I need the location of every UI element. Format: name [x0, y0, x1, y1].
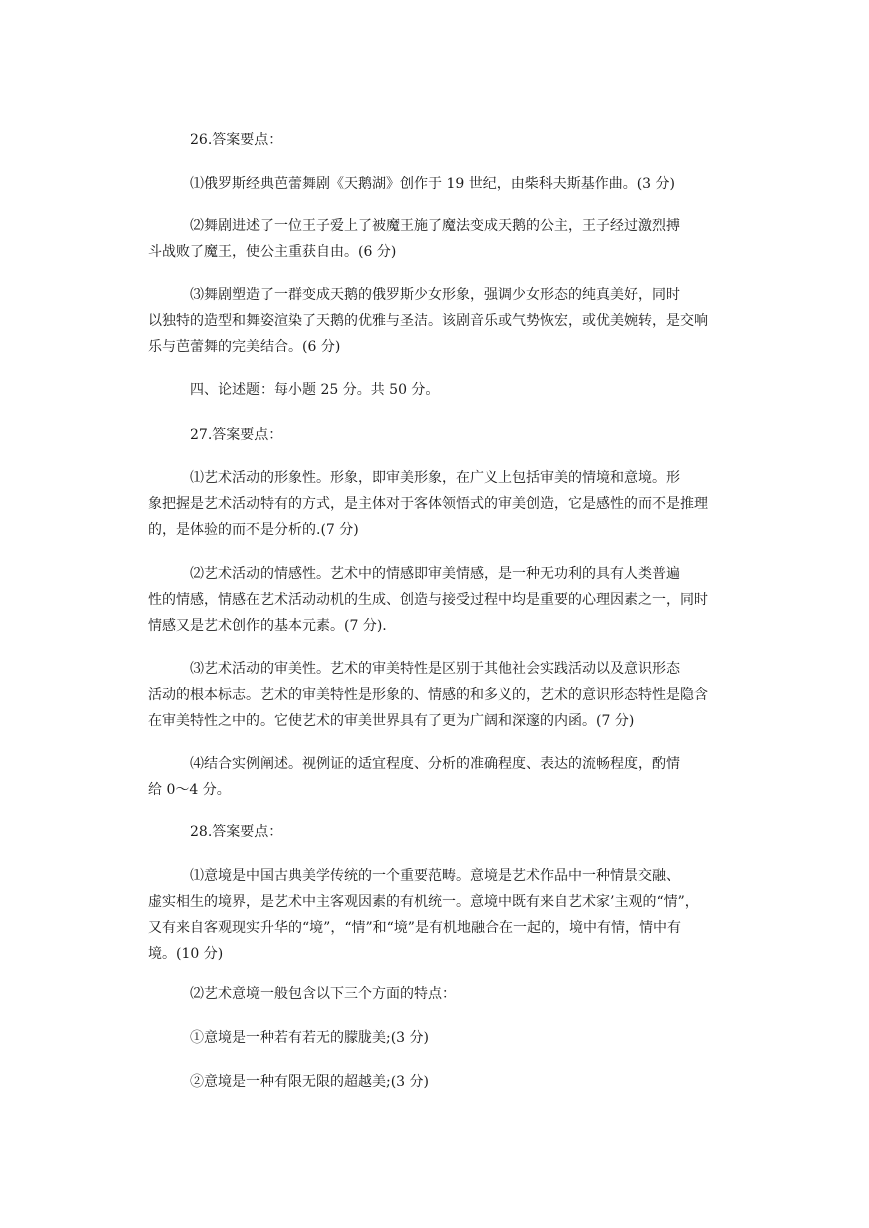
paragraph-q26-point2 — [148, 213, 744, 265]
paragraph-q27-point4 — [148, 751, 744, 803]
text-line: 性的情感，情感在艺术活动动机的生成、创造与接受过程中均是重要的心理因素之一，同时 — [148, 592, 708, 608]
text-line: 又有来自客观现实升华的“境”，“情”和“境”是有机地融合在一起的，境中有情，情中有 — [148, 920, 681, 936]
text-line: 情感又是艺术创作的基本元素。(7 分). — [148, 618, 387, 634]
paragraph-q28-point2 — [148, 981, 744, 1007]
text-line: ⑵艺术意境一般包含以下三个方面的特点： — [190, 986, 456, 1002]
text-line: 象把握是艺术活动特有的方式，是主体对于客体领悟式的审美创造，它是感性的而不是推理 — [148, 496, 708, 512]
text-line: 27.答案要点： — [190, 427, 283, 443]
text-line: ⑶艺术活动的审美性。艺术的审美特性是区别于其他社会实践活动以及意识形态 — [190, 661, 680, 677]
text-line: ⑵舞剧进述了一位王子爱上了被魔王施了魔法变成天鹅的公主，王子经过激烈搏 — [190, 218, 680, 234]
paragraph-q27-heading — [148, 422, 744, 448]
paragraph-q26-heading — [148, 127, 744, 153]
section-heading-essay — [148, 377, 744, 403]
text-line: 斗战败了魔王，使公主重获自由。(6 分) — [148, 244, 397, 260]
text-line: ⑴艺术活动的形象性。形象，即审美形象，在广义上包括审美的情境和意境。形 — [190, 470, 680, 486]
paragraph-q26-point1 — [148, 171, 744, 197]
text-line: ②意境是一种有限无限的超越美;(3 分) — [190, 1074, 429, 1090]
text-line: 以独特的造型和舞姿渲染了天鹅的优雅与圣洁。该剧音乐或气势恢宏，或优美婉转，是交响 — [148, 313, 708, 329]
text-line: ⑴俄罗斯经典芭蕾舞剧《天鹅湖》创作于 19 世纪，由柴科夫斯基作曲。(3 分) — [190, 176, 675, 192]
text-line: 在审美特性之中的。它使艺术的审美世界具有了更为广阔和深邃的内函。(7 分) — [148, 713, 635, 729]
text-line: 虚实相生的境界，是艺术中主客观因素的有机统一。意境中既有来自艺术家’主观的“情”， — [148, 894, 699, 910]
paragraph-q27-point2 — [148, 561, 744, 639]
text-line: 的，是体验的而不是分析的.(7 分) — [148, 522, 359, 538]
text-line: 28.答案要点： — [190, 824, 283, 840]
text-line: 境。(10 分) — [148, 946, 224, 962]
paragraph-q26-point3 — [148, 282, 744, 360]
text-line: ⑴意境是中国古典美学传统的一个重要范畴。意境是艺术作品中一种情景交融、 — [190, 868, 680, 884]
text-line: 四、论述题：每小题 25 分。共 50 分。 — [190, 382, 440, 398]
text-line: 活动的根本标志。艺术的审美特性是形象的、情感的和多义的，艺术的意识形态特性是隐含 — [148, 687, 708, 703]
text-line: 乐与芭蕾舞的完美结合。(6 分) — [148, 339, 341, 355]
paragraph-q28-point1 — [148, 863, 744, 967]
text-line: 26.答案要点： — [190, 132, 283, 148]
text-line: ⑶舞剧塑造了一群变成天鹅的俄罗斯少女形象，强调少女形态的纯真美好，同时 — [190, 287, 680, 303]
paragraph-q27-point1 — [148, 465, 744, 543]
text-line: ⑷结合实例阐述。视例证的适宜程度、分析的准确程度、表达的流畅程度，酌情 — [190, 756, 680, 772]
text-line: ⑵艺术活动的情感性。艺术中的情感即审美情感，是一种无功利的具有人类普遍 — [190, 566, 680, 582]
paragraph-q28-feature2 — [148, 1069, 744, 1095]
text-line: ①意境是一种若有若无的朦胧美;(3 分) — [190, 1030, 429, 1046]
paragraph-q28-heading — [148, 819, 744, 845]
paragraph-q28-feature1 — [148, 1025, 744, 1051]
text-line: 给 0～4 分。 — [148, 782, 231, 798]
paragraph-q27-point3 — [148, 656, 744, 734]
